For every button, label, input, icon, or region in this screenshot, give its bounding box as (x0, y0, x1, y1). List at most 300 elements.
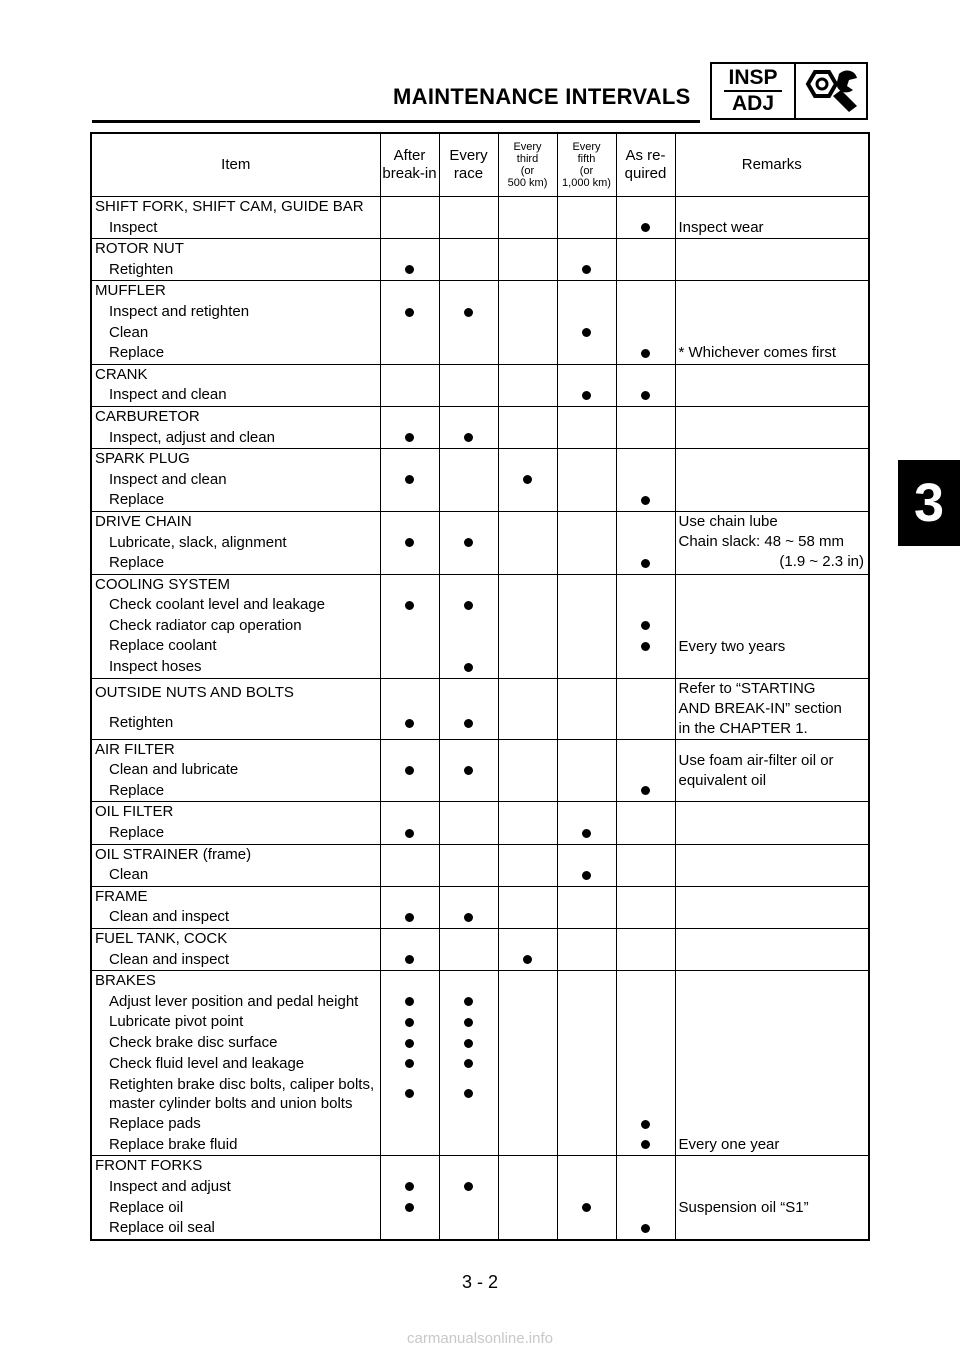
interval-cell (616, 802, 675, 823)
table-row (91, 865, 869, 886)
interval-dot (464, 1018, 473, 1027)
badge-bottom-text: ADJ (731, 92, 774, 115)
interval-dot (641, 621, 650, 630)
interval-cell (616, 760, 675, 781)
interval-cell (498, 428, 557, 449)
remarks-cell: Suspension oil “S1” (675, 1198, 869, 1219)
table-group (91, 281, 869, 364)
interval-cell (439, 823, 498, 844)
interval-cell (498, 886, 557, 907)
interval-cell (498, 1156, 557, 1177)
item-label: Check brake disc surface (91, 1033, 380, 1054)
table-row (91, 929, 869, 950)
interval-cell (498, 239, 557, 260)
table-group (91, 886, 869, 928)
table-group (91, 971, 869, 1156)
interval-cell (439, 406, 498, 427)
interval-cell (557, 1135, 616, 1156)
remarks-cell (675, 364, 869, 385)
group-title: OUTSIDE NUTS AND BOLTS (91, 678, 380, 709)
interval-dot (405, 1203, 414, 1212)
remarks-cell (675, 385, 869, 406)
interval-cell (439, 239, 498, 260)
item-label: Replace pads (91, 1114, 380, 1135)
item-label: Clean and lubricate (91, 760, 380, 781)
table-row (91, 971, 869, 992)
interval-cell (380, 1033, 439, 1054)
interval-cell (380, 636, 439, 657)
interval-cell (498, 595, 557, 616)
remarks-line: (1.9 ~ 2.3 in) (779, 552, 864, 570)
item-label: Clean and inspect (91, 950, 380, 971)
interval-cell (616, 302, 675, 323)
interval-cell (616, 1218, 675, 1240)
interval-dot (641, 559, 650, 568)
interval-dot (464, 1059, 473, 1068)
item-label: Replace (91, 490, 380, 511)
interval-cell (616, 553, 675, 574)
interval-dot (464, 1039, 473, 1048)
remarks-line: equivalent oil (678, 771, 767, 789)
interval-cell (557, 1114, 616, 1135)
interval-cell (557, 595, 616, 616)
interval-cell (557, 1074, 616, 1114)
item-label: Clean (91, 865, 380, 886)
interval-cell (380, 218, 439, 239)
remarks-cell (675, 802, 869, 823)
interval-cell (380, 992, 439, 1013)
interval-cell (557, 281, 616, 302)
header-item: Item (91, 133, 380, 197)
interval-cell (498, 678, 557, 709)
remarks-cell (675, 929, 869, 950)
remarks-cell (675, 886, 869, 907)
interval-cell (380, 428, 439, 449)
group-title: OIL FILTER (91, 802, 380, 823)
interval-cell (616, 971, 675, 992)
interval-cell (380, 739, 439, 760)
table-group (91, 802, 869, 844)
interval-cell (616, 449, 675, 470)
interval-cell (498, 490, 557, 511)
interval-cell (498, 364, 557, 385)
table-row (91, 239, 869, 260)
interval-cell (616, 1074, 675, 1114)
interval-cell (498, 1114, 557, 1135)
interval-cell (498, 1177, 557, 1198)
interval-cell (380, 823, 439, 844)
interval-cell (380, 802, 439, 823)
interval-cell (616, 364, 675, 385)
interval-cell (557, 865, 616, 886)
remarks-cell (675, 406, 869, 427)
interval-cell (439, 449, 498, 470)
interval-cell (616, 1198, 675, 1219)
interval-cell (439, 1033, 498, 1054)
interval-cell (498, 1074, 557, 1114)
interval-cell (380, 1198, 439, 1219)
interval-cell (498, 511, 557, 532)
table-row (91, 343, 869, 364)
interval-cell (616, 1114, 675, 1135)
interval-dot (641, 642, 650, 651)
interval-dot (464, 538, 473, 547)
interval-dot (405, 1089, 414, 1098)
interval-cell (616, 709, 675, 740)
item-label: Inspect and clean (91, 385, 380, 406)
interval-cell (380, 886, 439, 907)
interval-cell (439, 886, 498, 907)
interval-cell (557, 553, 616, 574)
interval-cell (616, 406, 675, 427)
interval-cell (498, 929, 557, 950)
interval-cell (616, 385, 675, 406)
item-label: Clean and inspect (91, 907, 380, 928)
table-row (91, 1074, 869, 1114)
table-group (91, 739, 869, 802)
interval-dot (641, 223, 650, 232)
item-label: Clean (91, 323, 380, 344)
table-row (91, 218, 869, 239)
interval-cell (498, 1218, 557, 1240)
item-label: Inspect, adjust and clean (91, 428, 380, 449)
group-title: AIR FILTER (91, 739, 380, 760)
item-label: Inspect hoses (91, 657, 380, 678)
remarks-cell (675, 823, 869, 844)
interval-cell (380, 470, 439, 491)
interval-cell (380, 1218, 439, 1240)
table-row (91, 428, 869, 449)
interval-cell (616, 616, 675, 637)
interval-dot (405, 1059, 414, 1068)
interval-dot (405, 1018, 414, 1027)
insp-adj-badge (710, 62, 868, 120)
interval-cell (498, 657, 557, 678)
interval-cell (557, 490, 616, 511)
group-title: COOLING SYSTEM (91, 574, 380, 595)
interval-cell (557, 781, 616, 802)
item-label: Replace (91, 343, 380, 364)
interval-cell (498, 709, 557, 740)
interval-cell (557, 844, 616, 865)
table-row (91, 595, 869, 616)
interval-dot (523, 475, 532, 484)
interval-cell (380, 865, 439, 886)
interval-cell (498, 553, 557, 574)
interval-cell (498, 616, 557, 637)
remarks-cell (675, 260, 869, 281)
item-label: Check coolant level and leakage (91, 595, 380, 616)
remarks-line: Use foam air-filter oil or (678, 751, 834, 769)
interval-cell (380, 1054, 439, 1075)
group-title: CARBURETOR (91, 406, 380, 427)
interval-cell (616, 574, 675, 595)
interval-cell (439, 1074, 498, 1114)
header-remarks: Remarks (675, 133, 869, 197)
interval-cell (616, 1033, 675, 1054)
interval-cell (557, 343, 616, 364)
interval-cell (498, 323, 557, 344)
table-row (91, 364, 869, 385)
interval-cell (439, 218, 498, 239)
interval-dot (405, 1039, 414, 1048)
interval-cell (616, 428, 675, 449)
remarks-cell: Every two years (675, 636, 869, 657)
table-group (91, 844, 869, 886)
table-row (91, 197, 869, 218)
remarks-cell: Every one year (675, 1135, 869, 1156)
table-row (91, 657, 869, 678)
item-label: Retighten brake disc bolts, caliper bolts, master cylinder bolts and union bolts (91, 1074, 380, 1114)
interval-cell (557, 260, 616, 281)
interval-cell (557, 739, 616, 760)
interval-dot (523, 955, 532, 964)
interval-cell (439, 678, 498, 709)
table-row (91, 1156, 869, 1177)
table-row (91, 1177, 869, 1198)
interval-cell (557, 323, 616, 344)
interval-cell (439, 364, 498, 385)
item-label: Replace oil seal (91, 1218, 380, 1240)
group-title: SHIFT FORK, SHIFT CAM, GUIDE BAR (91, 197, 380, 218)
interval-cell (439, 281, 498, 302)
interval-cell (616, 239, 675, 260)
maintenance-table (90, 132, 870, 1241)
remarks-cell (675, 511, 869, 574)
item-label: Check fluid level and leakage (91, 1054, 380, 1075)
interval-cell (380, 1156, 439, 1177)
remarks-cell (675, 1033, 869, 1054)
interval-cell (557, 823, 616, 844)
table-row (91, 449, 869, 470)
interval-cell (557, 428, 616, 449)
interval-cell (616, 823, 675, 844)
table-row (91, 470, 869, 491)
page-number: 3 - 2 (461, 1272, 499, 1292)
interval-cell (439, 1114, 498, 1135)
table-row (91, 490, 869, 511)
interval-dot (464, 766, 473, 775)
remarks-cell (675, 678, 869, 739)
interval-cell (498, 302, 557, 323)
interval-cell (439, 260, 498, 281)
table-group (91, 197, 869, 239)
group-title: MUFFLER (91, 281, 380, 302)
interval-cell (557, 218, 616, 239)
interval-cell (616, 1012, 675, 1033)
item-label: Replace (91, 553, 380, 574)
interval-cell (616, 595, 675, 616)
remarks-cell: * Whichever comes first (675, 343, 869, 364)
interval-cell (380, 364, 439, 385)
page-title: MAINTENANCE INTERVALS (393, 84, 691, 109)
item-label: Lubricate, slack, alignment (91, 533, 380, 554)
interval-cell (557, 1218, 616, 1240)
interval-cell (380, 490, 439, 511)
interval-cell (616, 1054, 675, 1075)
interval-cell (380, 907, 439, 928)
interval-cell (380, 302, 439, 323)
item-label: Inspect and adjust (91, 1177, 380, 1198)
interval-cell (439, 992, 498, 1013)
table-row (91, 844, 869, 865)
header-after-break-in: After break-in (380, 133, 439, 197)
interval-cell (439, 657, 498, 678)
interval-cell (616, 657, 675, 678)
interval-dot (464, 601, 473, 610)
interval-dot (641, 496, 650, 505)
interval-cell (380, 385, 439, 406)
interval-cell (557, 992, 616, 1013)
table-row (91, 1198, 869, 1219)
item-label: Replace brake fluid (91, 1135, 380, 1156)
table-row (91, 1135, 869, 1156)
interval-cell (439, 1156, 498, 1177)
item-label: Replace oil (91, 1198, 380, 1219)
remarks-cell (675, 281, 869, 302)
interval-cell (439, 802, 498, 823)
interval-cell (616, 781, 675, 802)
interval-dot (405, 308, 414, 317)
interval-cell (557, 657, 616, 678)
chapter-tab: 3 (898, 460, 960, 546)
remarks-cell (675, 739, 869, 802)
interval-cell (557, 907, 616, 928)
interval-cell (380, 929, 439, 950)
header-every-race: Every race (439, 133, 498, 197)
interval-cell (498, 992, 557, 1013)
interval-cell (557, 511, 616, 532)
table-row (91, 406, 869, 427)
interval-dot (464, 1089, 473, 1098)
interval-cell (616, 678, 675, 709)
item-label: Replace (91, 781, 380, 802)
item-label: Retighten (91, 709, 380, 740)
interval-cell (439, 197, 498, 218)
remarks-cell (675, 470, 869, 491)
interval-cell (439, 1135, 498, 1156)
interval-cell (439, 1177, 498, 1198)
interval-cell (439, 302, 498, 323)
interval-cell (616, 323, 675, 344)
interval-cell (616, 929, 675, 950)
interval-cell (557, 449, 616, 470)
remarks-cell (675, 657, 869, 678)
remarks-cell (675, 1156, 869, 1177)
interval-cell (557, 470, 616, 491)
interval-cell (557, 636, 616, 657)
table-group (91, 449, 869, 512)
interval-dot (405, 1182, 414, 1191)
table-row (91, 281, 869, 302)
interval-dot (405, 955, 414, 964)
interval-cell (498, 1198, 557, 1219)
interval-cell (380, 281, 439, 302)
interval-cell (557, 406, 616, 427)
table-row (91, 1114, 869, 1135)
remarks-line: AND BREAK-IN” section (678, 699, 842, 717)
table-row (91, 1054, 869, 1075)
interval-cell (498, 1012, 557, 1033)
interval-dot (582, 265, 591, 274)
remarks-cell (675, 449, 869, 470)
interval-cell (498, 197, 557, 218)
interval-dot (405, 433, 414, 442)
interval-cell (557, 1198, 616, 1219)
interval-cell (380, 844, 439, 865)
interval-cell (498, 1135, 557, 1156)
interval-cell (380, 533, 439, 554)
item-label: Replace coolant (91, 636, 380, 657)
table-row (91, 1033, 869, 1054)
interval-cell (380, 595, 439, 616)
interval-cell (498, 802, 557, 823)
interval-cell (498, 636, 557, 657)
table-row (91, 385, 869, 406)
header-as-required: As re- quired (616, 133, 675, 197)
interval-cell (439, 907, 498, 928)
interval-cell (616, 950, 675, 971)
interval-cell (498, 844, 557, 865)
interval-cell (616, 636, 675, 657)
remarks-cell (675, 595, 869, 616)
table-row (91, 260, 869, 281)
interval-cell (380, 678, 439, 709)
interval-cell (616, 865, 675, 886)
remarks-line: Use chain lube (678, 512, 778, 530)
interval-cell (616, 886, 675, 907)
table-row (91, 323, 869, 344)
remarks-cell (675, 616, 869, 637)
interval-cell (498, 907, 557, 928)
interval-dot (464, 719, 473, 728)
table-group (91, 511, 869, 574)
interval-cell (616, 343, 675, 364)
group-title: DRIVE CHAIN (91, 511, 380, 532)
header-every-fifth: Every fifth (or 1,000 km) (557, 133, 616, 197)
interval-dot (582, 1203, 591, 1212)
interval-cell (498, 1054, 557, 1075)
interval-cell (498, 533, 557, 554)
interval-cell (616, 1177, 675, 1198)
interval-dot (641, 1224, 650, 1233)
interval-cell (439, 950, 498, 971)
interval-dot (582, 391, 591, 400)
table-row (91, 739, 869, 760)
interval-cell (557, 239, 616, 260)
remarks-cell (675, 1074, 869, 1114)
interval-cell (380, 323, 439, 344)
interval-cell (557, 574, 616, 595)
interval-cell (557, 971, 616, 992)
interval-cell (616, 260, 675, 281)
group-title: FRONT FORKS (91, 1156, 380, 1177)
interval-cell (439, 760, 498, 781)
interval-dot (405, 997, 414, 1006)
interval-dot (641, 349, 650, 358)
interval-dot (405, 601, 414, 610)
interval-cell (557, 929, 616, 950)
remarks-cell (675, 1054, 869, 1075)
interval-dot (641, 1120, 650, 1129)
group-title: FUEL TANK, COCK (91, 929, 380, 950)
interval-cell (439, 844, 498, 865)
interval-dot (641, 786, 650, 795)
remarks-cell: Inspect wear (675, 218, 869, 239)
remarks-cell (675, 197, 869, 218)
interval-cell (380, 553, 439, 574)
interval-cell (380, 343, 439, 364)
